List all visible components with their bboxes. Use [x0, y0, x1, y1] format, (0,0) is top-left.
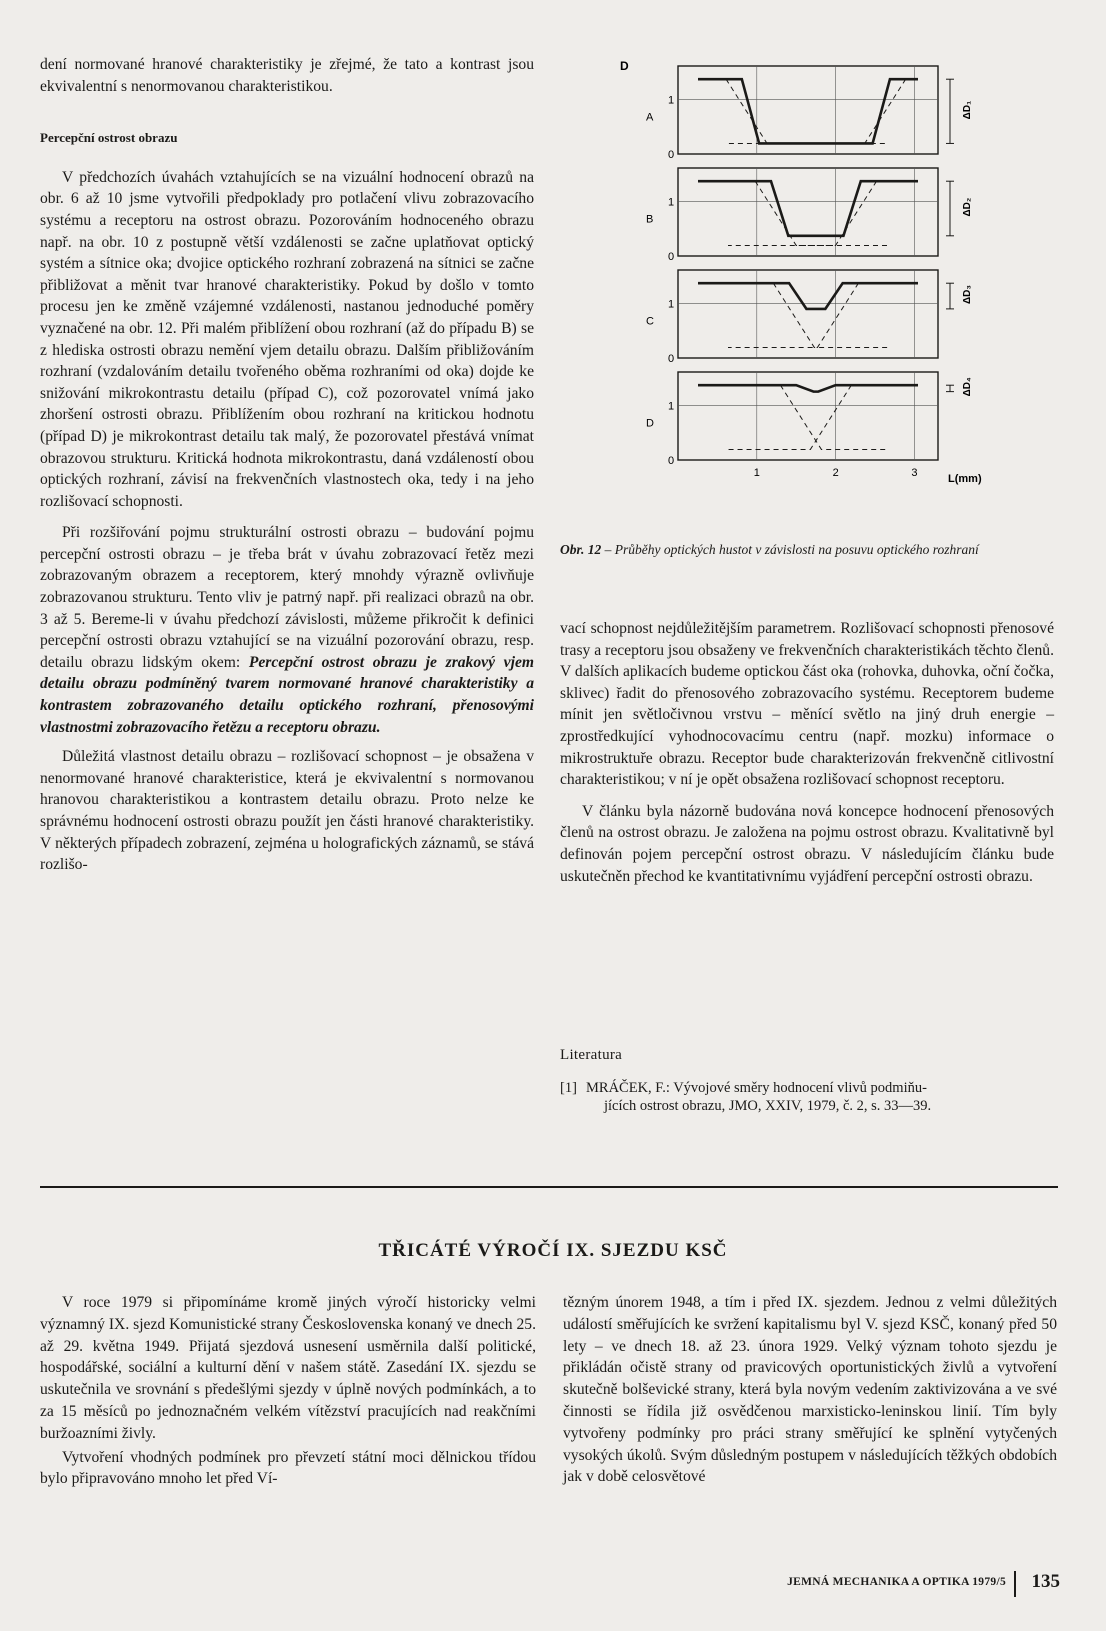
paragraph-3: Důležitá vlastnost detailu obrazu – rozlišovací schopnost – je obsažena v nenormované hranové charakteristice, která je ekvivalentní s normovanou hranovou charakteristikou a kontrastem detailu obrazu. Proto nelze ke správnému hodnocení ostrosti obrazu použít jen části hranové charakteristiky. V některých případech zobrazení, zejména u holografických záznamů, se stává rozlišo-	[40, 748, 534, 874]
reference-number: [1]	[560, 1080, 577, 1096]
article-paragraph-2: Vytvoření vhodných podmínek pro převzetí státní moci dělnickou třídou bylo připravováno mnoho let před Ví-	[40, 1448, 536, 1488]
article-right-column	[563, 1292, 1057, 1488]
y-axis-label: D	[620, 59, 629, 73]
y-tick-label: 0	[668, 251, 675, 263]
right-column	[560, 618, 1054, 887]
edge-profile-dashed	[728, 385, 851, 449]
paragraph-2	[40, 522, 534, 738]
section-heading: Percepční ostrost obrazu	[40, 130, 178, 146]
density-profile-diagram	[618, 52, 1018, 512]
caption-label: Obr. 12	[560, 542, 602, 557]
x-tick-label: 2	[832, 467, 839, 479]
article-title: TŘICÁTÉ VÝROČÍ IX. SJEZDU KSČ	[378, 1240, 728, 1261]
footer-divider	[1014, 1571, 1016, 1597]
delta-label: ΔD₂	[962, 197, 973, 217]
y-tick-label: 1	[668, 94, 675, 107]
figure-12	[618, 52, 1018, 512]
panel-label: B	[646, 213, 654, 226]
density-profile-curve	[698, 385, 918, 391]
delta-label: ΔD₄	[962, 377, 973, 397]
y-tick-label: 0	[668, 149, 675, 161]
y-tick-label: 1	[668, 400, 675, 413]
section-divider	[40, 1186, 1058, 1188]
literature-reference	[560, 1079, 1060, 1115]
paragraph-1: V předchozích úvahách vztahujících se na vizuální hodnocení obrazů na obr. 6 až 10 jsme vytvořili předpoklady pro potlačení vlivu zobrazovacího systému a receptoru na ostrost obrazu. Pozorováním hodnoceného obrazu např. na obr. 10 z postupně větší vzdálenosti se začne uplatňovat optický systém a sítnice oka; dvojice optického rozhraní zobrazená na sítnici se začne přibližovat a měnit tvar hranové charakteristiky. Pokud by došlo v tomto procesu jen ke změně vzájemné vzdálenosti, nastanou jednoduché poměry vyznačené na obr. 12. Při malém přiblížení obou rozhraní (až do případu B) se z hlediska ostrosti obrazu nemění vjem detailu obrazu. Dalším přibližováním rozhraní (vzdalováním detailu tvořeného oběma rozhraními od oka) dojde ke snižování mikrokontrastu detailu (případ C), což pozorovatel vnímá jako zhoršení ostrosti obrazu. Přiblížením obou rozhraní na kritickou hodnotu (případ D) je mikrokontrast detailu tak malý, že pozorovatel přestává vnímat obrazovou strukturu. Kritická hodnota mikrokontrastu, daná vzdáleností obou optických rozhraní, závisí na frekvenčních vlastnostech oka, tedy i na jeho rozlišovací schopnosti.	[40, 168, 534, 510]
y-tick-label: 0	[668, 455, 675, 467]
reference-line-2: jících ostrost obrazu, JMO, XXIV, 1979, č. 2, s. 33—39.	[604, 1098, 932, 1114]
edge-profile-dashed	[728, 79, 906, 143]
right-paragraph-1: vací schopnost nejdůležitějším parametrem. Rozlišovací schopnosti přenosové trasy a receptoru jsou obsaženy ve frekvenčních charakteristikách těchto členů. V dalších aplikacích budeme optickou část oka (rohovka, duhovka, oční čočka, sklivec) řadit do přenosového zobrazovacího systému. Receptorem budeme mínit jen světločivnou vrstvu – měnící světlo na jiný druh energie – zprostředkující vyhodnocovacímu centru (např. mozku) informace o mikrostruktuře obrazu. Receptor bude charakterizován frekvenčně citlivostní charakteristikou; v ní je opět obsažena rozlišovací schopnost receptoru.	[560, 620, 1054, 789]
figure-caption	[560, 540, 1054, 559]
x-tick-label: 3	[911, 467, 918, 479]
definition-italic: Percepční ostrost obrazu je zrakový vjem detailu obrazu podmíněný tvarem normované hranové charakteristiky a kontrastem zobrazovaného detailu optického rozhraní, přenosovými vlastnostmi zobrazovacího řetězu a receptoru obrazu.	[40, 653, 534, 736]
caption-text: – Průběhy optických hustot v závislosti na posuvu optického rozhraní	[601, 542, 979, 557]
reference-line-1: MRÁČEK, F.: Vývojové směry hodnocení vlivů podmiňu-	[586, 1080, 927, 1096]
edge-profile-dashed	[728, 283, 858, 347]
panel-label: C	[646, 315, 654, 328]
article-paragraph-3: tězným únorem 1948, a tím i před IX. sjezdem. Jednou z velmi důležitých událostí směřujících ke svržení kapitalismu byl V. sjezd KSČ, konaný před 50 lety – ve dnech 18. až 23. února 1929. Velký význam tohoto sjezdu je přikládán očistě strany od pravicových oportunistických živlů a vytvoření skutečně bolševické strany, která byla novým vedením zaktivizována a ve své činnosti se řídila již osvědčenou marxisticko-leninskou linií. Tím byly vytvořeny podmínky pro práci strany směřující ke splnění vytyčených vysokých úkolů. Svým důsledným postupem v následujících těžkých obdobích jak v době celosvětové	[563, 1294, 1057, 1486]
x-tick-label: 1	[753, 467, 760, 479]
page-number: 135	[1031, 1571, 1060, 1592]
panel-label: D	[646, 417, 654, 430]
article-paragraph-1: V roce 1979 si připomínáme kromě jiných výročí historicky velmi významný IX. sjezd Komunistické strany Československa konaný ve dnech 25. až 29. května 1949. Přijatá sjezdová usnesení usměrnila další politické, hospodářské, sociální a kulturní dění v našem státě. Zasedání IX. sjezdu se uskutečnila ve srovnání s předešlými sjezdy v úplně nových podmínkách, a to za 15 měsíců po jednoznačném velkém vítězství pracujících nad reakčními buržoazními živly.	[40, 1294, 536, 1442]
density-profile-curve	[698, 181, 918, 236]
paragraph-2-text: Při rozšiřování pojmu strukturální ostrosti obrazu – budování pojmu percepční ostrosti obrazu – je třeba brát v úvahu zobrazovací řetěz mezi zobrazovaným obrazem a receptorem, který mnohdy výrazně ovlivňuje zobrazovanou strukturu. Tento vliv je patrný např. při realizaci obrazů na obr. 3 až 5. Bereme-li v úvahu předchozí závislosti, můžeme přikročit k definici percepční ostrosti obrazu vztahující se na vizuální pozorování obrazu, resp. detailu obrazu lidským okem:	[40, 524, 534, 671]
article-left-column	[40, 1292, 536, 1490]
y-tick-label: 1	[668, 196, 675, 209]
page-footer	[730, 1571, 1060, 1595]
edge-profile-dashed	[780, 385, 888, 449]
left-column	[40, 54, 534, 876]
edge-profile-dashed	[773, 283, 888, 347]
intro-paragraph: dení normované hranové charakteristiky je zřejmé, že tato a kontrast jsou ekvivalentní s nenormovanou charakteristikou.	[40, 56, 534, 95]
journal-name: JEMNÁ MECHANIKA A OPTIKA 1979/5	[787, 1576, 1006, 1588]
y-tick-label: 1	[668, 298, 675, 311]
right-paragraph-2: V článku byla názorně budována nová koncepce hodnocení přenosových členů na ostrost obrazu. Je založena na pojmu ostrost obrazu. Kvalitativně byl definován pojem percepční ostrost obrazu. V následujícím článku bude uskutečněn přechod ke kvantitativnímu vyjádření percepční ostrosti obrazu.	[560, 802, 1054, 885]
literature-title: Literatura	[560, 1047, 623, 1063]
y-tick-label: 0	[668, 353, 675, 365]
x-axis-label: L(mm)	[948, 473, 982, 485]
density-profile-curve	[698, 283, 918, 309]
panel-label: A	[646, 111, 654, 124]
delta-label: ΔD₁	[962, 100, 973, 120]
delta-label: ΔD₃	[962, 285, 973, 305]
